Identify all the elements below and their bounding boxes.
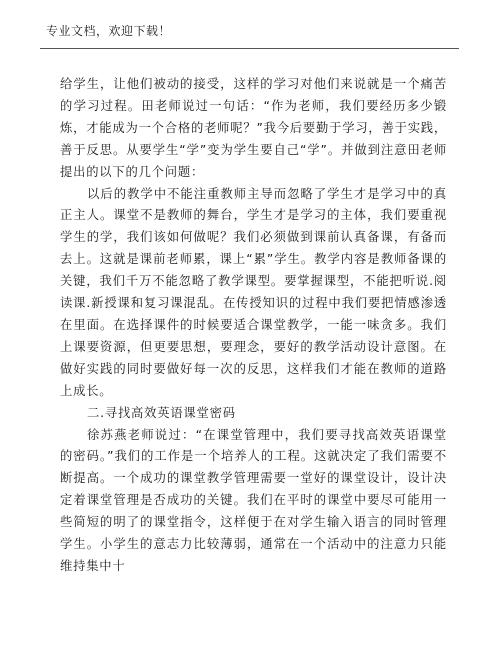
paragraph-1: 给学生，让他们被动的接受，这样的学习对他们来说就是一个痛苦的学习过程。田老师说过一句话：“作为老师，我们要经历多少锻炼，才能成为一个合格的老师呢？”我今后要勤于学习，善于实践，善于反思。从要学生“学”变为学生要自己“学”。并做到注意田老师提出的以下的几个问题： [60,77,447,179]
document-body [60,74,447,578]
paragraph-3: 徐苏燕老师说过：“在课堂管理中，我们要寻找高效英语课堂的密码。”我们的工作是一个培养人的工程。这就决定了我们需要不断提高。一个成功的课堂教学管理需要一堂好的课堂设计，设计决定着课堂管理是否成功的关键。我们在平时的课堂中要尽可能用一些简短的明了的课堂指令，这样便于在对学生输入语言的同时管理学生。小学生的意志力比较薄弱，通常在一个活动中的注意力只能维持集中十 [60,427,447,573]
header-divider [40,48,459,49]
section-heading: 二.寻找高效英语课堂密码 [87,405,236,420]
page-header-text: 专业文档，欢迎下载！ [46,24,172,38]
paragraph-2: 以后的教学中不能注重教师主导而忽略了学生才是学习中的真正主人。课堂不是教师的舞台，学生才是学习的主体，我们要重视学生的学，我们该如何做呢？我们必须做到课前认真备课，有备而去上。这就是课前老师累，课上“累”学生。教学内容是教师备课的关键，我们千万不能忽略了教学课型。要掌握课型，不能把听说.阅读课.新授课和复习课混乱。在传授知识的过程中我们要把情感渗透在里面。在选择课件的时候要适合课堂教学，一能一味贪多。我们上课要资源，但更要思想，要理念，要好的教学活动设计意图。在做好实践的同时要做好每一次的反思，这样我们才能在教师的道路上成长。 [60,186,447,398]
